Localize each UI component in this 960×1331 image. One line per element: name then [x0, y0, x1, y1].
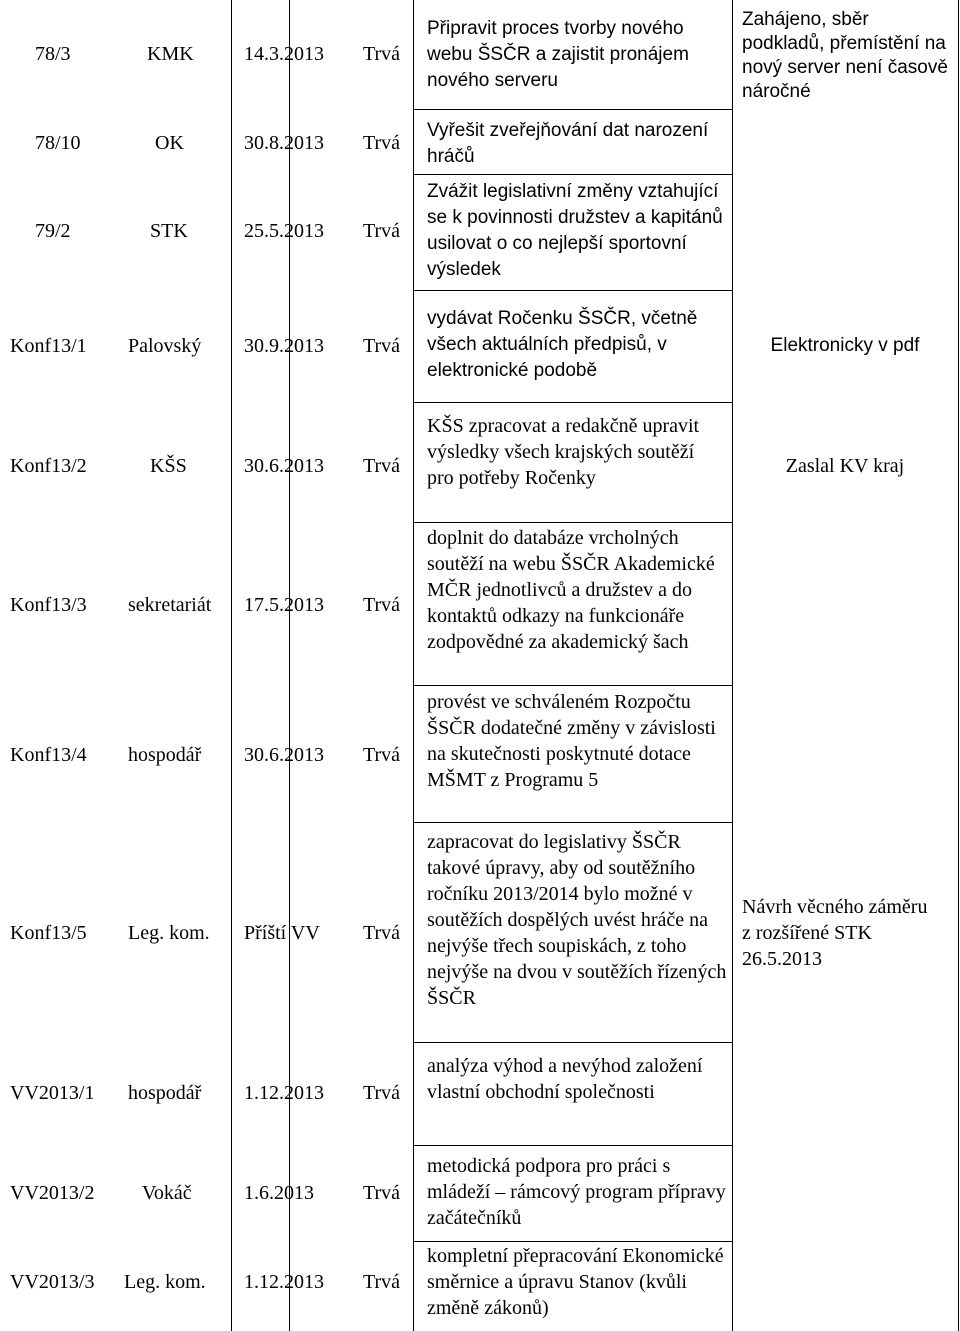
row-task: Zvážit legislativní změny vztahující se k povinnosti družstev a kapitánů usilovat o co nejlepší sportovní výsledek [427, 181, 723, 280]
row-id: Konf13/2 [10, 455, 87, 477]
column-divider [231, 0, 232, 1331]
row-responsible: OK [155, 132, 184, 154]
row-id: 78/10 [35, 132, 81, 154]
row-deadline: 1.12.2013 [244, 1082, 324, 1104]
row-id: Konf13/3 [10, 594, 87, 616]
row-id: Konf13/4 [10, 744, 87, 766]
row-status: Trvá [363, 1182, 401, 1204]
row-divider [413, 685, 733, 686]
row-deadline: Příští VV [244, 922, 320, 944]
row-status: Trvá [363, 1271, 401, 1293]
row-divider [413, 174, 733, 175]
row-status: Trvá [363, 220, 401, 242]
row-divider [413, 290, 733, 291]
row-note: Návrh věcného záměru z rozšířené STK 26.5.2013 [742, 896, 928, 970]
row-task: doplnit do databáze vrcholných soutěží na webu ŠSČR Akademické MČR jednotlivců a družstev a do kontaktů odkazy na funkcionáře zodpovědné za akademický šach [427, 527, 715, 653]
row-id: 78/3 [35, 43, 71, 65]
row-divider [413, 1145, 733, 1146]
column-divider [732, 0, 733, 1331]
row-id: Konf13/5 [10, 922, 87, 944]
row-task: provést ve schváleném Rozpočtu ŠSČR dodatečné změny v závislosti na skutečnosti poskytnuté dotace MŠMT z Programu 5 [427, 691, 716, 791]
row-responsible: Leg. kom. [124, 1271, 206, 1293]
row-deadline: 30.6.2013 [244, 455, 324, 477]
row-deadline: 30.6.2013 [244, 744, 324, 766]
row-deadline: 17.5.2013 [244, 594, 324, 616]
row-divider [413, 109, 733, 110]
row-status: Trvá [363, 43, 401, 65]
row-responsible: Vokáč [142, 1182, 192, 1204]
row-id: VV2013/3 [10, 1271, 95, 1293]
row-responsible: hospodář [128, 744, 202, 766]
row-responsible: Palovský [128, 335, 202, 357]
row-id: VV2013/2 [10, 1182, 95, 1204]
row-responsible: KMK [147, 43, 194, 65]
row-responsible: STK [150, 220, 188, 242]
row-divider [413, 402, 733, 403]
column-divider [958, 0, 959, 1331]
row-deadline: 14.3.2013 [244, 43, 324, 65]
row-task: Připravit proces tvorby nového webu ŠSČR a zajistit pronájem nového serveru [427, 18, 689, 91]
row-responsible: hospodář [128, 1082, 202, 1104]
row-task: metodická podpora pro práci s mládeží – rámcový program přípravy začátečníků [427, 1155, 726, 1229]
row-deadline: 30.9.2013 [244, 335, 324, 357]
row-divider [413, 1042, 733, 1043]
row-id: VV2013/1 [10, 1082, 95, 1104]
row-deadline: 1.12.2013 [244, 1271, 324, 1293]
column-divider [413, 0, 414, 1331]
row-divider [413, 522, 733, 523]
row-status: Trvá [363, 922, 401, 944]
row-status: Trvá [363, 132, 401, 154]
row-status: Trvá [363, 455, 401, 477]
row-status: Trvá [363, 594, 401, 616]
row-deadline: 1.6.2013 [244, 1182, 314, 1204]
row-divider [413, 822, 733, 823]
row-responsible: sekretariát [128, 594, 212, 616]
row-task: zapracovat do legislativy ŠSČR takové úpravy, aby od soutěžního ročníku 2013/2014 bylo možné v soutěžích dospělých uvést hráče na nejvýše třech soupiskách, z toho nejvýše na dvou v soutěžích řízených ŠSČR [427, 831, 727, 1009]
row-status: Trvá [363, 335, 401, 357]
row-note: Zaslal KV kraj [785, 455, 905, 477]
row-task: vydávat Ročenku ŠSČR, včetně všech aktuálních předpisů, v elektronické podobě [427, 308, 698, 381]
row-status: Trvá [363, 1082, 401, 1104]
row-status: Trvá [363, 744, 401, 766]
row-responsible: KŠS [150, 455, 187, 477]
row-note: Zahájeno, sběr podkladů, přemístění na nový server není časově náročné [742, 9, 948, 102]
row-divider [413, 1241, 733, 1242]
row-task: analýza výhod a nevýhod založení vlastní obchodní společnosti [427, 1055, 703, 1103]
row-responsible: Leg. kom. [128, 922, 210, 944]
row-deadline: 30.8.2013 [244, 132, 324, 154]
row-id: Konf13/1 [10, 335, 87, 357]
column-divider [289, 0, 290, 1331]
row-task: KŠS zpracovat a redakčně upravit výsledky všech krajských soutěží pro potřeby Ročenky [427, 415, 700, 489]
row-task: Vyřešit zveřejňování dat narození hráčů [427, 120, 709, 167]
row-deadline: 25.5.2013 [244, 220, 324, 242]
row-note: Elektronicky v pdf [770, 335, 920, 356]
row-task: kompletní přepracování Ekonomické směrnice a úpravu Stanov (kvůli změně zákonů) [427, 1245, 724, 1319]
row-id: 79/2 [35, 220, 71, 242]
